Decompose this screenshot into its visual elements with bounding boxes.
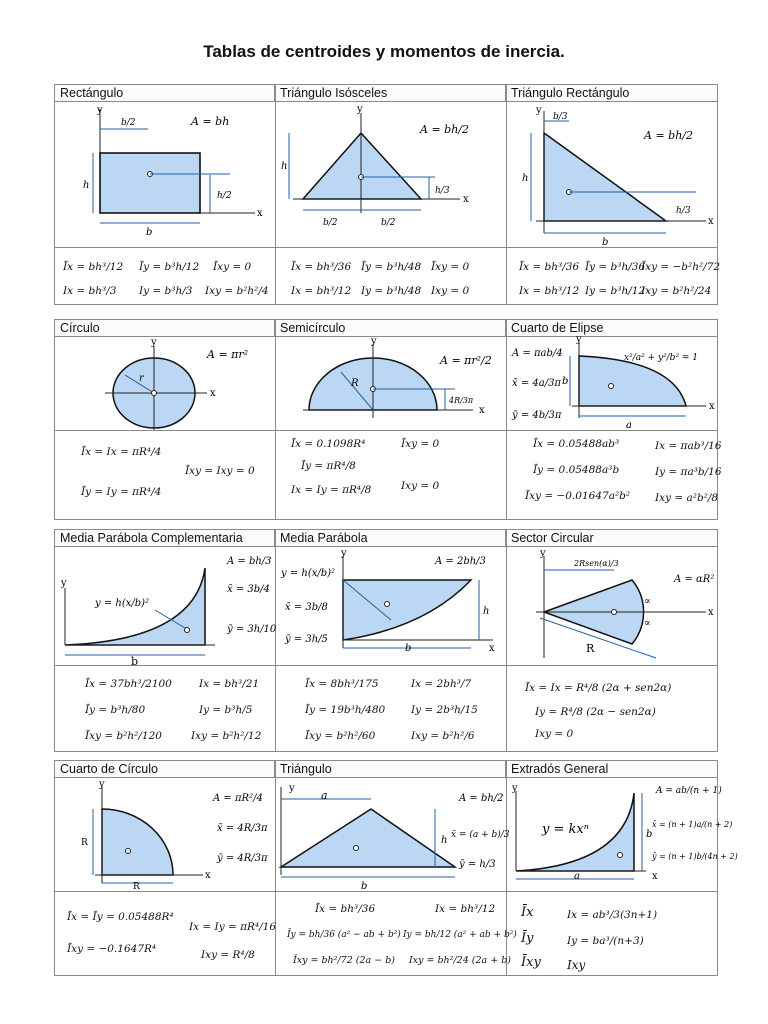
formula: Ix = bh³/3 (63, 285, 117, 297)
formula: Ix = bh³/12 (519, 285, 580, 297)
svg-text:y: y (512, 783, 518, 794)
area-formula: A = bh/2 (420, 123, 469, 136)
svg-text:y: y (99, 779, 105, 790)
svg-text:x: x (489, 643, 495, 654)
formula: Ix = bh³/21 (199, 678, 260, 690)
area-formula: A = πr²/2 (440, 354, 492, 367)
svg-text:x: x (205, 870, 211, 881)
formula: Īx = bh³/36 (519, 261, 580, 273)
header-cuarto-de-circulo: Cuarto de Círculo (55, 761, 275, 778)
formula: Īx = 8bh³/175 (305, 678, 379, 690)
area-formula: A = ab/(n + 1) (656, 786, 722, 796)
area-formula: A = πr² (207, 348, 249, 361)
formula: Ix = πab³/16 (655, 440, 722, 452)
header-media-parabola: Media Parábola (275, 530, 506, 547)
formula: Īxy = b²h²/60 (305, 730, 376, 742)
formula: Iy = b³h/12 (585, 285, 646, 297)
formula: Iy = ba³/(n+3) (567, 935, 644, 947)
svg-text:h: h (281, 161, 288, 172)
x-axis-label: x (257, 208, 263, 219)
formula: Īy = b³h/36 (585, 261, 646, 273)
svg-text:b: b (361, 881, 368, 892)
formula: Iy = b³h/5 (199, 704, 253, 716)
svg-text:2Rsen(α)/3: 2Rsen(α)/3 (574, 559, 619, 568)
formula: Iy = bh/12 (a² + ab + b²) (403, 930, 517, 940)
table-row-3 (54, 529, 718, 752)
svg-text:r: r (139, 373, 144, 384)
svg-text:y: y (540, 548, 546, 559)
svg-text:x̄ = 4a/3π: x̄ = 4a/3π (512, 378, 562, 389)
svg-text:y: y (151, 337, 157, 348)
area-formula: A = bh/2 (459, 793, 504, 804)
semicircle-diagram (275, 338, 506, 430)
svg-text:h/2: h/2 (217, 191, 232, 201)
formula: Ixy = 0 (535, 728, 574, 740)
formula: Īx = bh³/36 (315, 903, 376, 915)
formula: Ixy (567, 958, 586, 972)
formula: Īy = πR⁴/8 (301, 460, 356, 472)
svg-text:b/2: b/2 (323, 218, 338, 228)
formula: Iy = R⁴/8 (2α − sen2α) (535, 706, 656, 718)
svg-text:4R/3π: 4R/3π (449, 396, 474, 405)
formula: Iy = 2b³h/15 (411, 704, 478, 716)
svg-text:a: a (574, 871, 580, 882)
area-formula: A = bh/2 (644, 129, 693, 142)
header-cuarto-de-elipse: Cuarto de Elipse (506, 320, 717, 337)
svg-text:x̄ = (n + 1)a/(n + 2): x̄ = (n + 1)a/(n + 2) (652, 820, 733, 829)
svg-text:x: x (709, 401, 715, 412)
svg-text:y: y (61, 578, 67, 589)
svg-text:R: R (586, 642, 595, 655)
svg-text:h/3: h/3 (435, 186, 450, 196)
formula: Ixy = a²b²/8 (655, 492, 719, 504)
formula: Īx = Īy = 0.05488R⁴ (67, 911, 174, 923)
svg-text:b: b (131, 655, 139, 668)
svg-text:ȳ = h/3: ȳ = h/3 (459, 859, 496, 870)
svg-text:ȳ = 3h/5: ȳ = 3h/5 (285, 634, 328, 645)
svg-text:x: x (708, 216, 714, 227)
formula: Īxy = −b²h²/72 (641, 261, 721, 273)
svg-text:b: b (146, 227, 153, 238)
svg-text:ȳ = (n + 1)b/(4n + 2): ȳ = (n + 1)b/(4n + 2) (652, 852, 738, 861)
formula: Īy = bh/36 (a² − ab + b²) (287, 930, 401, 940)
svg-text:b: b (405, 643, 412, 654)
formula: Īy = 0.05488a³b (533, 464, 620, 476)
svg-text:y: y (289, 783, 295, 794)
formula: Ixy = R⁴/8 (201, 949, 255, 961)
formula: Ixy = b²h²/4 (205, 285, 269, 297)
formula: Īy = b³h/48 (361, 261, 422, 273)
rectangle-diagram (55, 103, 275, 247)
svg-text:R: R (351, 378, 359, 389)
svg-text:y: y (371, 336, 377, 347)
formula: Īx = Ix = πR⁴/4 (81, 446, 162, 458)
formula: Iy = b³h/3 (139, 285, 193, 297)
svg-text:b/3: b/3 (553, 112, 568, 122)
formula: Ix = Iy = πR⁴/8 (291, 484, 372, 496)
svg-text:ȳ = 4b/3π: ȳ = 4b/3π (512, 410, 562, 421)
formula: Īx = 0.05488ab³ (533, 438, 620, 450)
formula: Ixy = b²h²/6 (411, 730, 475, 742)
formula: Ixy = b²h²/12 (191, 730, 262, 742)
header-sector-circular: Sector Circular (506, 530, 717, 547)
formula: Ix = ab³/3(3n+1) (567, 909, 658, 921)
svg-text:x: x (708, 607, 714, 618)
header-triangulo-rectangulo: Triángulo Rectángulo (506, 85, 717, 102)
formula: Īxy = Ixy = 0 (185, 465, 255, 477)
formula: Ixy = bh²/24 (2a + b) (409, 955, 511, 966)
formula: Ix = bh³/12 (291, 285, 352, 297)
formula: Ixy = b²h²/24 (641, 285, 712, 297)
formula: Ixy = 0 (401, 480, 440, 492)
formula: Īxy = −0.1647R⁴ (67, 943, 157, 955)
circle-diagram (55, 338, 275, 430)
formula: Īxy = bh²/72 (2a − b) (293, 955, 395, 966)
svg-text:x̄ = 3b/4: x̄ = 3b/4 (227, 584, 270, 595)
formula: Īxy = 0 (401, 438, 440, 450)
formula: Īxy = 0 (431, 261, 470, 273)
half-parabola-diagram (275, 548, 506, 665)
formula: Īy = b³h/12 (139, 261, 200, 273)
header-media-parabola-complementaria: Media Parábola Complementaria (55, 530, 275, 547)
area-formula: A = πab/4 (512, 348, 563, 359)
svg-text:x: x (463, 194, 469, 205)
svg-text:b/2: b/2 (121, 118, 136, 128)
svg-text:R: R (133, 882, 140, 892)
svg-text:x̄ = 4R/3π: x̄ = 4R/3π (217, 823, 268, 834)
header-extrados-general: Extradós General (506, 761, 717, 778)
right-triangle-diagram (506, 103, 717, 247)
header-rectangulo: Rectángulo (55, 85, 275, 102)
svg-text:ȳ = 4R/3π: ȳ = 4R/3π (217, 853, 268, 864)
formula: Īy (521, 931, 534, 946)
area-formula: A = αR² (674, 574, 715, 585)
svg-text:y: y (97, 105, 103, 116)
svg-text:h: h (441, 835, 448, 846)
formula: Ix = Iy = πR⁴/16 (189, 921, 277, 933)
formula: Īx = 37bh³/2100 (85, 678, 172, 690)
svg-text:h/3: h/3 (676, 206, 691, 216)
svg-text:x: x (652, 871, 658, 882)
svg-text:∝: ∝ (644, 596, 651, 607)
svg-text:x̄ = 3b/8: x̄ = 3b/8 (285, 602, 328, 613)
area-formula: A = 2bh/3 (435, 556, 486, 567)
svg-text:b: b (602, 237, 609, 248)
triangle-diagram (275, 779, 510, 892)
formula: Īy = 19b³h/480 (305, 704, 386, 716)
formula: Īx = bh³/12 (63, 261, 124, 273)
quarter-ellipse-diagram (506, 334, 717, 431)
svg-text:y: y (576, 334, 582, 345)
svg-text:∝: ∝ (644, 618, 651, 629)
formula: Īx = Ix = R⁴/8 (2α + sen2α) (525, 682, 672, 694)
area-formula: A = πR²/4 (213, 793, 263, 804)
formula: Ix = bh³/12 (435, 903, 496, 915)
svg-text:x: x (479, 405, 485, 416)
svg-text:y: y (341, 548, 347, 559)
header-triangulo-isosceles: Triángulo Isósceles (275, 85, 506, 102)
area-formula: A = bh (191, 115, 230, 128)
formula: Īxy = −0.01647a²b² (525, 490, 631, 502)
svg-text:x̄ = (a + b)/3: x̄ = (a + b)/3 (451, 830, 510, 840)
formula: Īxy = b²h²/120 (85, 730, 162, 742)
svg-text:b/2: b/2 (381, 218, 396, 228)
formula: Īy = Iy = πR⁴/4 (81, 486, 162, 498)
formula: Īx (521, 905, 534, 920)
general-spandrel-diagram (506, 779, 738, 891)
quarter-circle-diagram (55, 779, 275, 891)
area-formula: A = bh/3 (227, 556, 272, 567)
circular-sector-diagram (506, 548, 717, 665)
svg-text:x: x (210, 388, 216, 399)
formula: Ixy = 0 (431, 285, 470, 297)
svg-text:h: h (522, 173, 529, 184)
svg-text:b: b (646, 829, 653, 840)
table-row-4 (54, 760, 738, 976)
formula: Īx = 0.1098R⁴ (291, 438, 366, 450)
table-row-2 (54, 319, 722, 520)
formula: Īx = bh³/36 (291, 261, 352, 273)
svg-text:x²/a² + y²/b² = 1: x²/a² + y²/b² = 1 (624, 353, 699, 363)
formula: Īxy = 0 (213, 261, 252, 273)
isosceles-triangle-diagram (275, 103, 506, 247)
svg-text:y = kxⁿ: y = kxⁿ (542, 822, 589, 837)
svg-text:b: b (562, 376, 569, 387)
svg-text:y = h(x/b)²: y = h(x/b)² (95, 598, 150, 609)
header-triangulo: Triángulo (275, 761, 506, 778)
svg-text:R: R (81, 838, 88, 848)
svg-text:y: y (536, 105, 542, 116)
svg-text:a: a (626, 420, 632, 431)
formula: Iy = πa³b/16 (655, 466, 722, 478)
table-row-1 (54, 84, 721, 305)
formula: Ix = 2bh³/7 (411, 678, 472, 690)
complementary-half-parabola-diagram (55, 548, 277, 668)
formula: Iy = b³h/48 (361, 285, 422, 297)
svg-text:y = h(x/b)²: y = h(x/b)² (281, 568, 336, 579)
svg-text:h: h (483, 606, 490, 617)
page-title: Tablas de centroides y momentos de inercia. (203, 42, 565, 61)
formula: Īxy (521, 955, 541, 970)
header-circulo: Círculo (55, 320, 275, 337)
formula: Īy = b³h/80 (85, 704, 146, 716)
svg-text:y: y (357, 104, 363, 115)
svg-text:ȳ = 3h/10: ȳ = 3h/10 (227, 624, 277, 635)
svg-text:a: a (321, 789, 328, 802)
header-semicirculo: Semicírculo (275, 320, 506, 337)
svg-text:h: h (83, 180, 90, 191)
